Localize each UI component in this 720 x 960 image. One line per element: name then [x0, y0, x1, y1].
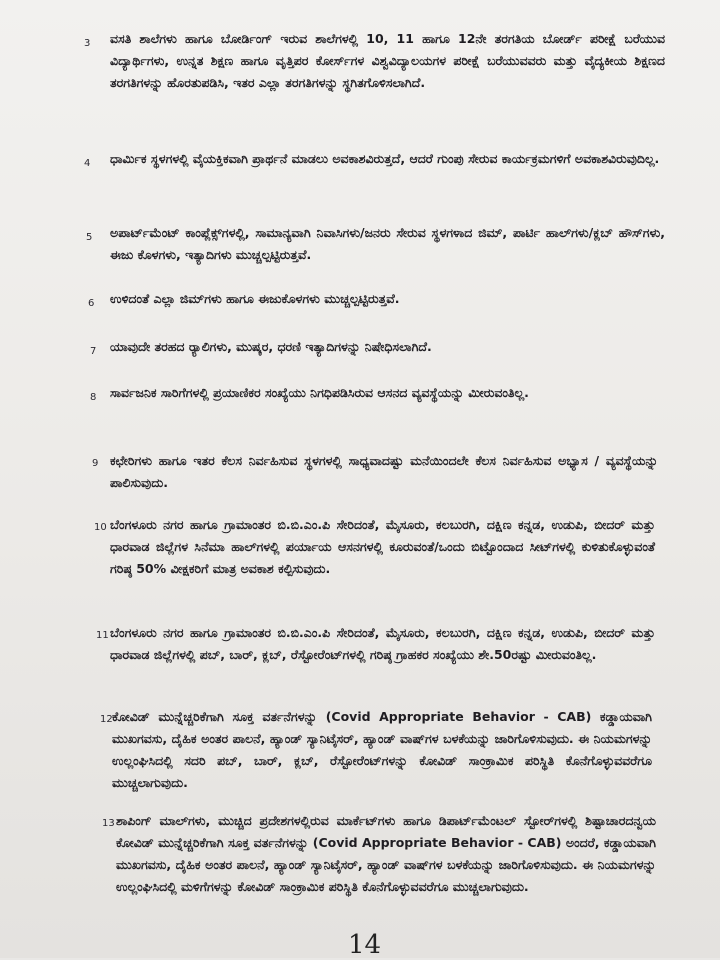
item-number: 7	[90, 346, 97, 357]
item-number: 11	[96, 630, 109, 641]
clause-6: ಉಳಿದಂತೆ ಎಲ್ಲಾ ಜಿಮ್‌ಗಳು ಹಾಗೂ ಈಜುಕೊಳಗಳು ಮುಚ್ಚಲ್ಪಟ್ಟಿರುತ್ತವೆ.	[110, 291, 400, 306]
item-number: 13	[102, 818, 115, 829]
clause-7: ಯಾವುದೇ ತರಹದ ರ‍್ಯಾಲಿಗಳು, ಮುಷ್ಕರ, ಧರಣಿ ಇತ್ಯಾದಿಗಳನ್ನು ನಿಷೇಧಿಸಲಾಗಿದೆ.	[110, 339, 432, 354]
clause-12: ಕೋವಿಡ್ ಮುನ್ನೆಚ್ಚರಿಕೆಗಾಗಿ ಸೂಕ್ತ ವರ್ತನೆಗಳನ್ನು (Covid Appropriate Behavior - CAB) ಕಡ್ಡಾಯವಾಗಿ ಮುಖಗವಸು, ದೈಹಿಕ ಅಂತರ ಪಾಲನೆ, ಹ್ಯಾಂಡ್ ಸ್ಯಾನಿಟೈಸರ್, ಹ್ಯಾಂಡ್ ವಾಷ್‌ಗಳ ಬಳಕೆಯನ್ನು ಜಾರಿಗೊಳಿಸುವುದು. ಈ ನಿಯಮಗಳನ್ನು ಉಲ್ಲಂಘಿಸಿದಲ್ಲಿ ಸದರಿ ಪಬ್, ಬಾರ್, ಕ್ಲಬ್, ರೆಸ್ಟೋರೆಂಟ್‌ಗಳನ್ನು ಕೋವಿಡ್ ಸಾಂಕ್ರಾಮಿಕ ಪರಿಸ್ಥಿತಿ ಕೊನೆಗೊಳ್ಳುವವರೆಗೂ ಮುಚ್ಚಲಾಗುವುದು.	[112, 709, 652, 790]
item-number: 3	[84, 38, 91, 49]
item-number: 4	[84, 158, 91, 169]
clause-8: ಸಾರ್ವಜನಿಕ ಸಾರಿಗೆಗಳಲ್ಲಿ ಪ್ರಯಾಣಿಕರ ಸಂಖ್ಯೆಯು ನಿಗಧಿಪಡಿಸಿರುವ ಆಸನದ ವ್ಯವಸ್ಥೆಯನ್ನು ಮೀರುವಂತಿಲ್ಲ.	[110, 385, 529, 400]
item-number: 9	[92, 458, 99, 469]
clause-11: ಬೆಂಗಳೂರು ನಗರ ಹಾಗೂ ಗ್ರಾಮಾಂತರ ಬಿ.ಬಿ.ಎಂ.ಪಿ ಸೇರಿದಂತೆ, ಮೈಸೂರು, ಕಲಬುರಗಿ, ದಕ್ಷಿಣ ಕನ್ನಡ, ಉಡುಪಿ, ಬೀದರ್ ಮತ್ತು ಧಾರವಾಡ ಜಿಲ್ಲೆಗಳಲ್ಲಿ ಪಬ್, ಬಾರ್, ಕ್ಲಬ್, ರೆಸ್ಟೋರೆಂಟ್‌ಗಳಲ್ಲಿ ಗರಿಷ್ಠ ಗ್ರಾಹಕರ ಸಂಖ್ಯೆಯು ಶೇ.50ರಷ್ಟು ಮೀರುವಂತಿಲ್ಲ.	[110, 625, 655, 662]
item-number: 12	[100, 714, 113, 725]
clause-3: ವಸತಿ ಶಾಲೆಗಳು ಹಾಗೂ ಬೋರ್ಡಿಂಗ್ ಇರುವ ಶಾಲೆಗಳಲ್ಲಿ 10, 11 ಹಾಗೂ 12ನೇ ತರಗತಿಯ ಬೋರ್ಡ್ ಪರೀಕ್ಷೆ ಬರೆಯುವ ವಿದ್ಯಾರ್ಥಿಗಳು, ಉನ್ನತ ಶಿಕ್ಷಣ ಹಾಗೂ ವೃತ್ತಿಪರ ಕೋರ್ಸ್‌ಗಳ ವಿಶ್ವವಿದ್ಯಾಲಯಗಳ ಪರೀಕ್ಷೆ ಬರೆಯುವವರು ಮತ್ತು ವೈದ್ಯಕೀಯ ಶಿಕ್ಷಣದ ತರಗತಿಗಳನ್ನು ಹೊರತುಪಡಿಸಿ, ಇತರ ಎಲ್ಲಾ ತರಗತಿಗಳನ್ನು ಸ್ಥಗಿತಗೊಳಿಸಲಾಗಿದೆ.	[110, 31, 665, 90]
item-number: 5	[86, 232, 93, 243]
clause-10: ಬೆಂಗಳೂರು ನಗರ ಹಾಗೂ ಗ್ರಾಮಾಂತರ ಬಿ.ಬಿ.ಎಂ.ಪಿ ಸೇರಿದಂತೆ, ಮೈಸೂರು, ಕಲಬುರಗಿ, ದಕ್ಷಿಣ ಕನ್ನಡ, ಉಡುಪಿ, ಬೀದರ್ ಮತ್ತು ಧಾರವಾಡ ಜಿಲ್ಲೆಗಳ ಸಿನೆಮಾ ಹಾಲ್‌ಗಳಲ್ಲಿ ಪರ್ಯಾಯ ಆಸನಗಳಲ್ಲಿ ಕೂರುವಂತೆ/ಒಂದು ಬಿಟ್ಟೊಂದಾದ ಸೀಟ್‌ಗಳಲ್ಲಿ ಕುಳಿತುಕೊಳ್ಳುವಂತೆ ಗರಿಷ್ಠ 50% ವೀಕ್ಷಕರಿಗೆ ಮಾತ್ರ ಅವಕಾಶ ಕಲ್ಪಿಸುವುದು.	[110, 517, 655, 576]
clause-4: ಧಾರ್ಮಿಕ ಸ್ಥಳಗಳಲ್ಲಿ ವೈಯಕ್ತಿಕವಾಗಿ ಪ್ರಾರ್ಥನೆ ಮಾಡಲು ಅವಕಾಶವಿರುತ್ತದೆ, ಆದರೆ ಗುಂಪು ಸೇರುವ ಕಾರ್ಯಕ್ರಮಗಳಿಗೆ ಅವಕಾಶವಿರುವುದಿಲ್ಲ.	[110, 151, 660, 166]
item-number: 6	[88, 298, 95, 309]
clause-13: ಶಾಪಿಂಗ್ ಮಾಲ್‌ಗಳು, ಮುಚ್ಚಿದ ಪ್ರದೇಶಗಳಲ್ಲಿರುವ ಮಾರ್ಕೆಟ್‌ಗಳು ಹಾಗೂ ಡಿಪಾರ್ಟ್‌ಮೆಂಟಲ್ ಸ್ಟೋರ್‌ಗಳಲ್ಲಿ ಶಿಷ್ಟಾಚಾರದನ್ವಯ ಕೋವಿಡ್ ಮುನ್ನೆಚ್ಚರಿಕೆಗಾಗಿ ಸೂಕ್ತ ವರ್ತನೆಗಳನ್ನು (Covid Appropriate Behavior - CAB) ಅಂದರೆ, ಕಡ್ಡಾಯವಾಗಿ ಮುಖಗವಸು, ದೈಹಿಕ ಅಂತರ ಪಾಲನೆ, ಹ್ಯಾಂಡ್ ಸ್ಯಾನಿಟೈಸರ್, ಹ್ಯಾಂಡ್ ವಾಷ್‌ಗಳ ಬಳಕೆಯನ್ನು ಜಾರಿಗೊಳಿಸುವುದು. ಈ ನಿಯಮಗಳನ್ನು ಉಲ್ಲಂಘಿಸಿದಲ್ಲಿ ಮಳಿಗೆಗಳನ್ನು ಕೋವಿಡ್ ಸಾಂಕ್ರಾಮಿಕ ಪರಿಸ್ಥಿತಿ ಕೊನೆಗೊಳ್ಳುವವರೆಗೂ ಮುಚ್ಚಲಾಗುವುದು.	[116, 813, 656, 894]
item-number: 8	[90, 392, 97, 403]
clause-9: ಕಛೇರಿಗಳು ಹಾಗೂ ಇತರ ಕೆಲಸ ನಿರ್ವಹಿಸುವ ಸ್ಥಳಗಳಲ್ಲಿ ಸಾಧ್ಯವಾದಷ್ಟು ಮನೆಯಿಂದಲೇ ಕೆಲಸ ನಿರ್ವಹಿಸುವ ಅಭ್ಯಾಸ / ವ್ಯವಸ್ಥೆಯನ್ನು ಪಾಲಿಸುವುದು.	[110, 453, 658, 490]
clause-5: ಅಪಾರ್ಟ್‌ಮೆಂಟ್ ಕಾಂಪ್ಲೆಕ್ಸ್‌ಗಳಲ್ಲಿ, ಸಾಮಾನ್ಯವಾಗಿ ನಿವಾಸಿಗಳು/ಜನರು ಸೇರುವ ಸ್ಥಳಗಳಾದ ಜಿಮ್, ಪಾರ್ಟಿ ಹಾಲ್‌ಗಳು/ಕ್ಲಬ್ ಹೌಸ್‌ಗಳು, ಈಜು ಕೊಳಗಳು, ಇತ್ಯಾದಿಗಳು ಮುಚ್ಚಲ್ಪಟ್ಟಿರುತ್ತವೆ.	[110, 225, 665, 262]
item-number: 10	[94, 522, 107, 533]
page-number-mark: 14	[348, 930, 382, 960]
